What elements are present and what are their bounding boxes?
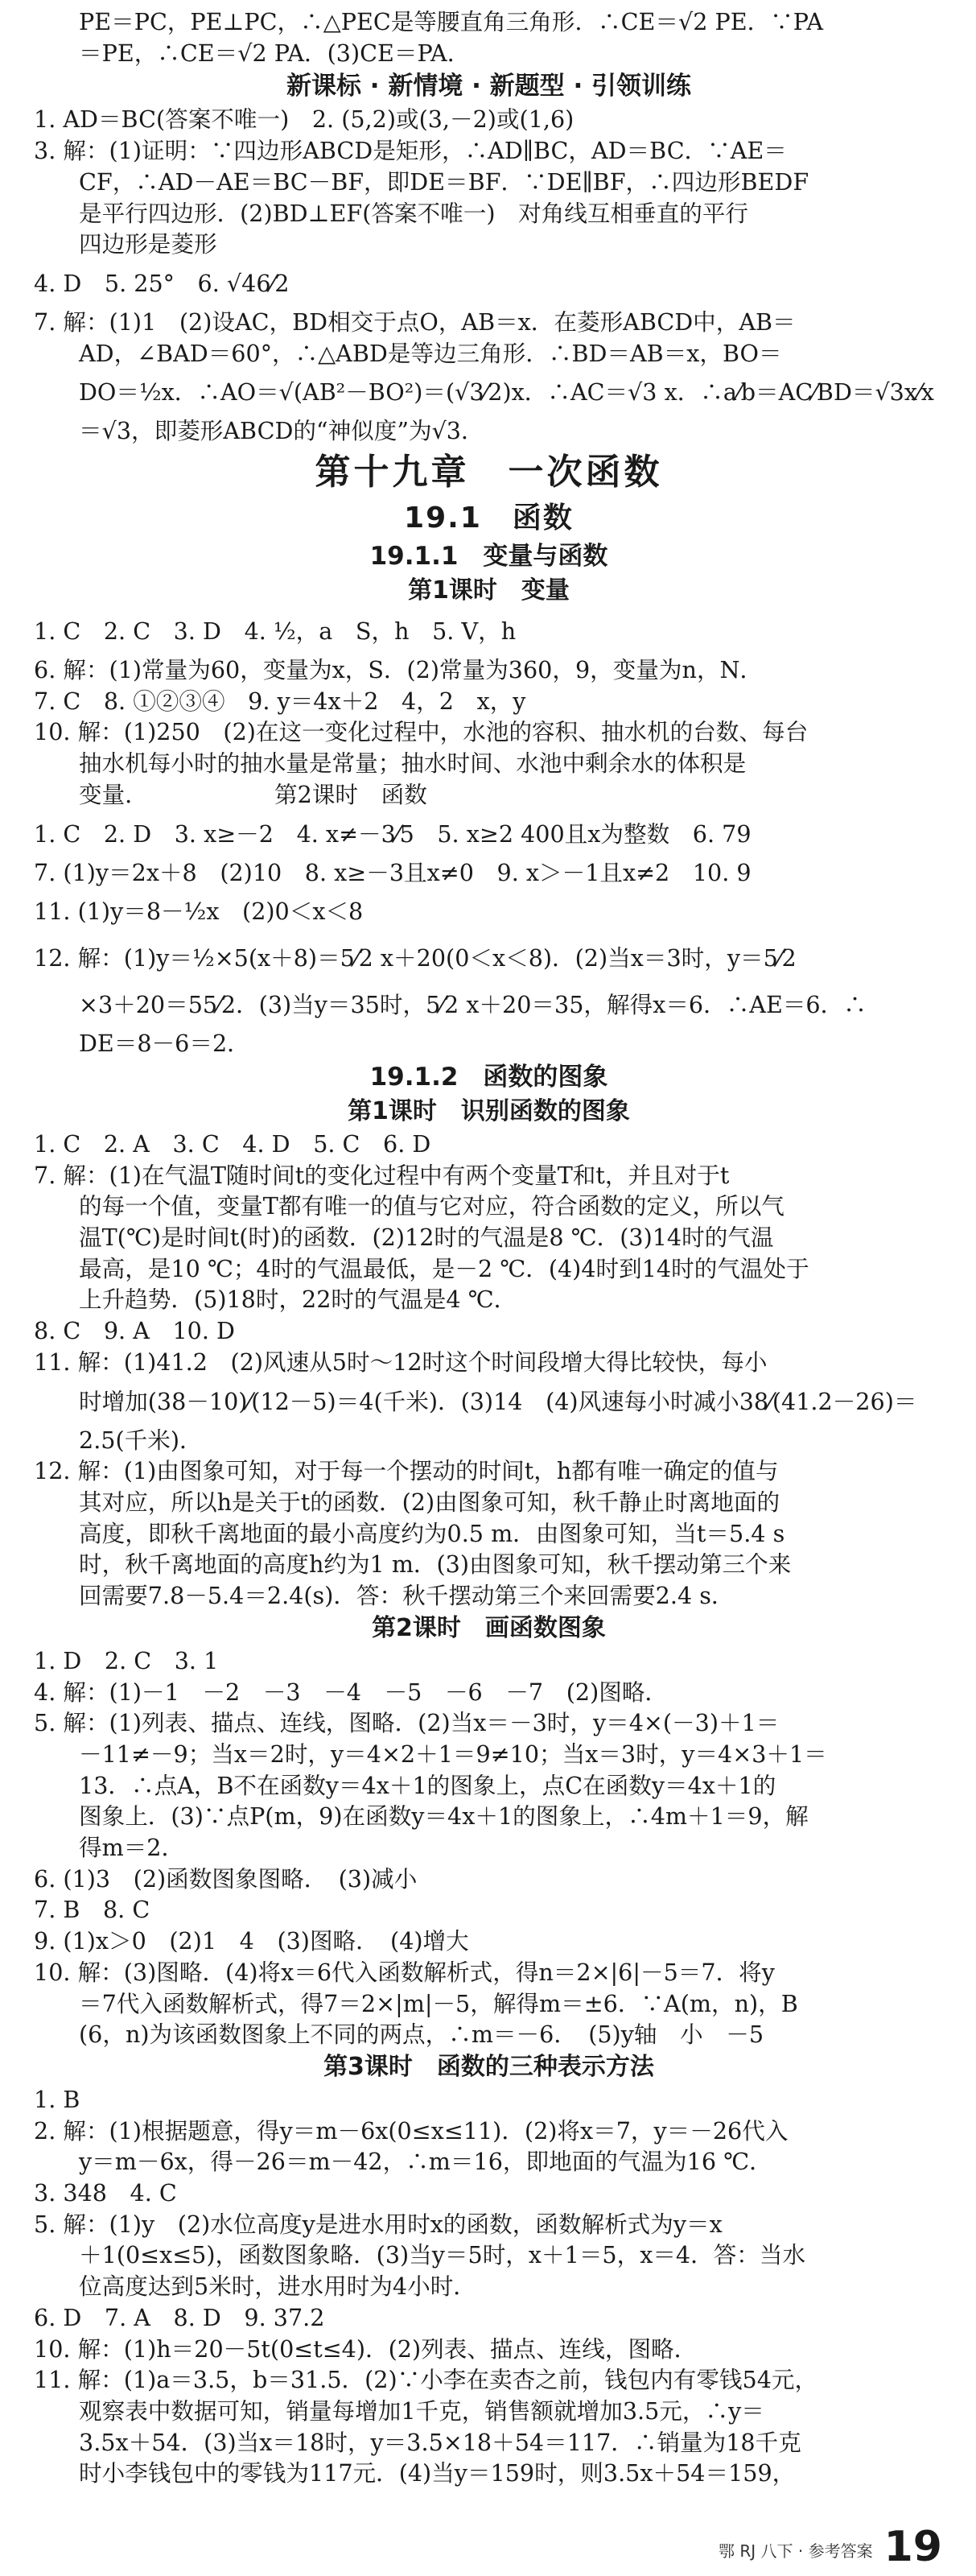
answer-line: PE＝PC，PE⊥PC，∴△PEC是等腰直角三角形．∴CE＝√2 PE．∵PA [79,8,824,35]
answer-line: －11≠－9；当x＝2时，y＝4×2＋1＝9≠10；当x＝3时，y＝4×3＋1＝ [79,1740,827,1768]
answer-line: 高度，即秋千离地面的最小高度约为0.5 m．由图象可知，当t＝5.4 s [79,1519,785,1547]
answer-line: 时，秋千离地面的高度h约为1 m．(3)由图象可知，秋千摆动第三个来 [79,1550,792,1579]
answer-line: 8. C 9. A 10. D [34,1317,235,1345]
page-number: 19 [883,2523,942,2571]
answer-line: 6. (1)3 (2)函数图象图略． (3)减小 [34,1864,418,1893]
answer-line: ＝7代入函数解析式，得7＝2×|m|－5，解得m＝±6．∵A(m，n)，B [79,1989,798,2017]
answer-line: 1. D 2. C 3. 1 [34,1646,219,1674]
answer-line: 位高度达到5米时，进水用时为4小时． [79,2273,476,2301]
answer-line: 1. C 2. A 3. C 4. D 5. C 6. D [34,1129,431,1158]
answer-line: 7. B 8. C [34,1896,150,1924]
answer-line: ＝√3，即菱形ABCD的“神似度”为√3． [79,417,484,445]
answer-line: 时小李钱包中的零钱为117元．(4)当y＝159时，则3.5x＋54＝159， [79,2459,796,2487]
answer-line: 13．∴点A，B不在函数y＝4x＋1的图象上，点C在函数y＝4x＋1的 [79,1771,776,1799]
answer-line: (6，n)为该函数图象上不同的两点，∴m＝－6． (5)y轴 小 －5 [79,2021,764,2049]
answer-line: 5. 解：(1)列表、描点、连线，图略．(2)当x＝－3时，y＝4×(－3)＋1＝ [34,1709,780,1737]
section-heading: 第3课时 函数的三种表示方法 [323,2052,654,2081]
answer-line: 7. 解：(1)在气温T随时间t的变化过程中有两个变量T和t，并且对于t [34,1161,730,1189]
answer-line: 2.5(千米)． [79,1426,203,1454]
answer-line: 10. 解：(3)图略．(4)将x＝6代入函数解析式，得n＝2×|6|－5＝7．将y [34,1958,775,1986]
answer-line: DE＝8－6＝2． [79,1030,250,1058]
section-heading: 第1课时 识别函数的图象 [348,1096,630,1125]
answer-line: 5. 解：(1)y (2)水位高度y是进水用时x的函数，函数解析式为y＝x [34,2210,723,2238]
answer-line: 的每一个值，变量T都有唯一的值与它对应，符合函数的定义，所以气 [79,1192,785,1220]
answer-line: 11. 解：(1)a＝3.5，b＝31.5．(2)∵小李在卖杏之前，钱包内有零钱54元， [34,2366,818,2394]
answer-line: 6. D 7. A 8. D 9. 37.2 [34,2303,325,2331]
answer-content [34,6,944,2489]
answer-line: 回需要7.8－5.4＝2.4(s)．答：秋千摆动第三个来回需要2.4 s． [79,1582,735,1610]
answer-line: 图象上．(3)∵点P(m，9)在函数y＝4x＋1的图象上，∴4m＋1＝9，解 [79,1802,809,1831]
answer-line: 其对应，所以h是关于t的函数．(2)由图象可知，秋千静止时离地面的 [79,1488,780,1516]
answer-line: 3. 348 4. C [34,2179,177,2207]
section-heading: 19.1.1 变量与函数 [369,542,608,572]
answer-line: 1. AD＝BC(答案不唯一) 2. (5,2)或(3,－2)或(1,6) [34,105,574,134]
answer-line: 1. C 2. D 3. x≥－2 4. x≠－3⁄5 5. x≥2 400且x为整数 6. 79 [34,819,752,848]
answer-line: CF，∴AD－AE＝BC－BF，即DE＝BF．∵DE∥BF，∴四边形BEDF [79,167,809,196]
answer-line: ＝PE，∴CE＝√2 PA．(3)CE＝PA． [79,39,471,67]
section-heading: 第十九章 一次函数 [315,452,663,493]
answer-line: 10. 解：(1)h＝20－5t(0≤t≤4)．(2)列表、描点、连线，图略． [34,2334,698,2363]
section-heading: 19.1.2 函数的图象 [369,1062,608,1092]
section-heading: 19.1 函数 [404,502,574,535]
answer-line: 是平行四边形．(2)BD⊥EF(答案不唯一) 对角线互相垂直的平行 [79,199,749,227]
section-heading: 第2课时 画函数图象 [372,1613,606,1642]
answer-line: 上升趋势．(5)18时，22时的气温是4 ℃． [79,1286,517,1314]
answer-line: y＝m－6x，得－26＝m－42，∴m＝16，即地面的气温为16 ℃． [79,2148,772,2176]
answer-line: 2. 解：(1)根据题意，得y＝m－6x(0≤x≤11)．(2)将x＝7，y＝－26代入 [34,2116,789,2145]
answer-line: 7. (1)y＝2x＋8 (2)10 8. x≥－3且x≠0 9. x＞－1且x≠2 10. 9 [34,858,752,886]
answer-line: 1. B [34,2085,80,2113]
answer-line: 7. C 8. ①②③④ 9. y＝4x＋2 4，2 x，y [34,687,526,715]
answer-line: 9. (1)x＞0 (2)1 4 (3)图略． (4)增大 [34,1927,469,1955]
section-heading: 新课标 · 新情境 · 新题型 · 引领训练 [286,72,692,101]
answer-line: 4. D 5. 25° 6. √46⁄2 [34,269,290,297]
answer-line: 抽水机每小时的抽水量是常量；抽水时间、水池中剩余水的体积是 [79,749,747,778]
answer-line: 1. C 2. C 3. D 4. ½，a S，h 5. V，h [34,617,517,646]
answer-line: 7. 解：(1)1 (2)设AC，BD相交于点O，AB＝x．在菱形ABCD中，AB＝ [34,308,796,336]
answer-line: 变量． 第2课时 函数 [79,780,427,808]
answer-line: 观察表中数据可知，销量每增加1千克，销售额就增加3.5元，∴y＝ [79,2396,764,2425]
answer-line: 温T(℃)是时间t(时)的函数．(2)12时的气温是8 ℃．(3)14时的气温 [79,1224,774,1252]
answer-line: 3.5x＋54．(3)当x＝18时，y＝3.5×18＋54＝117．∴销量为18千克 [79,2428,801,2456]
section-heading: 第1课时 变量 [408,576,570,605]
answer-line: 12. 解：(1)由图象可知，对于每一个摆动的时间t，h都有唯一确定的值与 [34,1457,779,1485]
answer-line: DO＝½x．∴AO＝√(AB²－BO²)＝(√3⁄2)x．∴AC＝√3 x．∴a⁄b＝AC⁄BD＝√3x⁄x [79,378,934,407]
answer-line: 得m＝2． [79,1834,185,1862]
page-footer [719,2523,942,2571]
answer-line: ＋1(0≤x≤5)，函数图象略．(3)当y＝5时，x＋1＝5，x＝4．答：当水 [79,2241,806,2269]
answer-line: 12. 解：(1)y＝½×5(x＋8)＝5⁄2 x＋20(0＜x＜8)．(2)当x＝3时，y＝5⁄2 [34,944,797,972]
answer-line: AD，∠BAD＝60°，∴△ABD是等边三角形．∴BD＝AB＝x，BO＝ [79,339,782,367]
answer-line: 四边形是菱形 [79,230,217,258]
footer-label: 鄂 RJ 八下 · 参考答案 [719,2541,873,2561]
answer-line: 6. 解：(1)常量为60，变量为x，S．(2)常量为360，9，变量为n，N． [34,656,764,684]
answer-line: 最高，是10 ℃；4时的气温最低，是－2 ℃．(4)4时到14时的气温处于 [79,1254,809,1282]
answer-line: 时增加(38－10)⁄(12－5)＝4(千米)．(3)14 (4)风速每小时减小38⁄(41.2－26)＝ [79,1387,917,1415]
answer-line: 4. 解：(1)－1 －2 －3 －4 －5 －6 －7 (2)图略． [34,1678,669,1706]
answer-line: 3. 解：(1)证明：∵四边形ABCD是矩形，∴AD∥BC，AD＝BC．∵AE＝ [34,137,787,165]
answer-line: 11. (1)y＝8－½x (2)0＜x＜8 [34,898,364,926]
answer-line: 11. 解：(1)41.2 (2)风速从5时～12时这个时间段增大得比较快，每小 [34,1348,768,1376]
answer-line: ×3＋20＝55⁄2．(3)当y＝35时，5⁄2 x＋20＝35，解得x＝6．∴AE＝6．∴ [79,991,867,1019]
answer-line: 10. 解：(1)250 (2)在这一变化过程中，水池的容积、抽水机的台数、每台 [34,718,809,746]
